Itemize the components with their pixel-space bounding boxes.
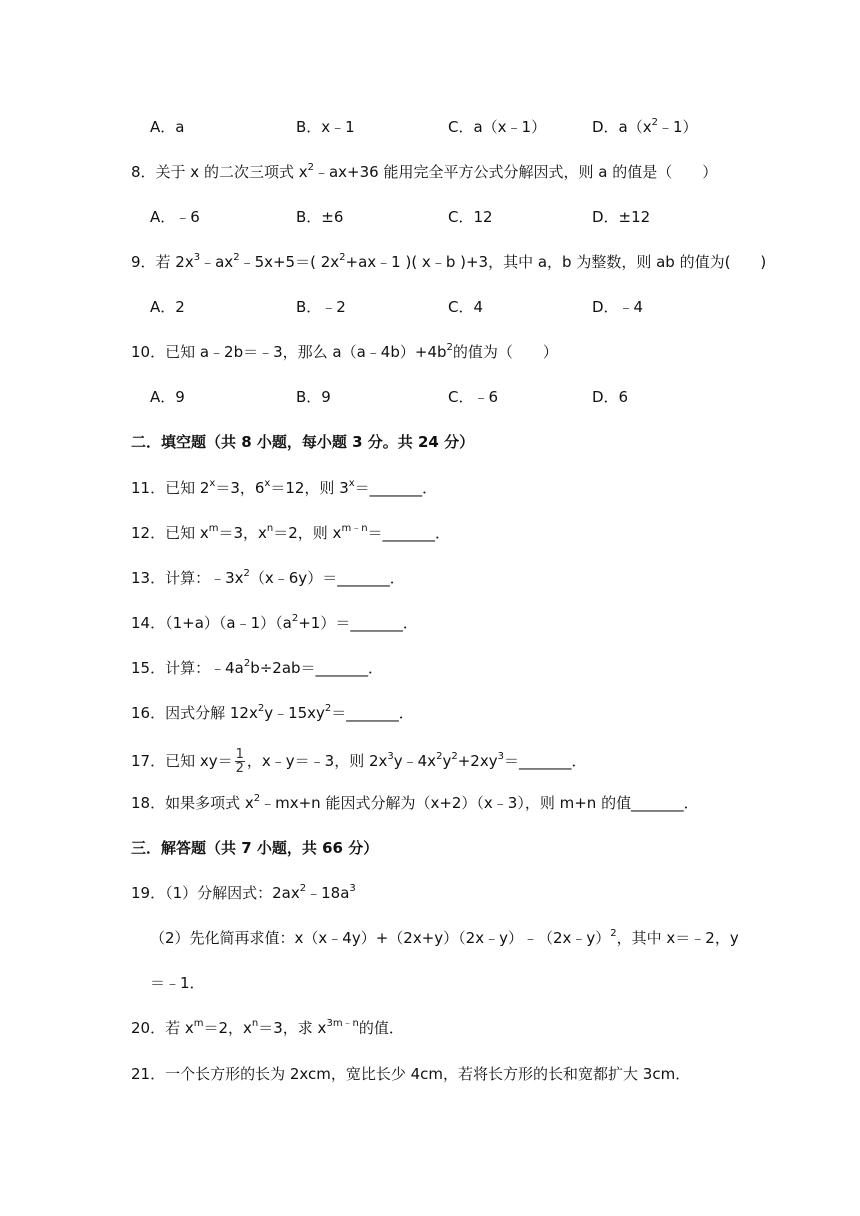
text: 17．已知 xy＝	[131, 752, 233, 770]
question-16	[131, 703, 414, 723]
text: 19．（1）分解因式：2ax	[131, 884, 300, 902]
exponent: 2	[324, 703, 332, 714]
exponent: 2	[253, 793, 261, 804]
text: +2xy	[457, 752, 498, 770]
exponent: 2	[243, 658, 251, 669]
text: +1）＝_______．	[298, 614, 418, 632]
q7-option-b: B．x﹣1	[296, 118, 355, 136]
q8-option-c: C．12	[448, 208, 493, 226]
text: ＝3，求 x	[258, 1019, 327, 1037]
text: ﹣18a	[306, 884, 350, 902]
q9-option-c: C．4	[448, 298, 484, 316]
fraction-one-half	[235, 748, 245, 775]
exponent: 2	[257, 703, 265, 714]
exponent: x	[348, 478, 355, 489]
question-14	[131, 613, 418, 633]
text: 12．已知 x	[131, 524, 209, 542]
denominator: 2	[235, 761, 244, 776]
q7-option-a: A．a	[150, 118, 185, 136]
text: 10．已知 a﹣2b＝﹣3，那么 a（a﹣4b）+4b	[131, 343, 447, 361]
text: ﹣5x+5＝( 2x	[239, 253, 340, 271]
exponent: 2	[651, 117, 658, 128]
text: ﹣ax+36 能用完全平方公式分解因式，则 a 的值是（ ）	[313, 163, 718, 181]
exponent: n	[266, 523, 274, 534]
text: 9．若 2x	[131, 253, 194, 271]
question-21: 21．一个长方形的长为 2xcm，宽比长少 4cm，若将长方形的长和宽都扩大 3cm．	[131, 1065, 691, 1083]
text: ﹣mx+n 能因式分解为（x+2）（x﹣3），则 m+n 的值_______．	[260, 794, 699, 812]
text: 15．计算：﹣4a	[131, 659, 244, 677]
exponent: m﹣n	[341, 523, 368, 534]
text: ，x﹣y＝﹣3，则 2x	[246, 752, 388, 770]
question-12	[131, 523, 450, 543]
question-15	[131, 658, 383, 678]
text: ＝_______．	[354, 479, 438, 497]
exponent: 2	[610, 928, 617, 939]
exponent: 2	[436, 751, 443, 762]
question-9	[131, 252, 766, 272]
text: ﹣1）	[658, 118, 698, 136]
text: （2）先化简再求值：x（x﹣4y）+（2x+y）（2x﹣y）﹣（2x﹣y）	[150, 929, 611, 947]
q7-option-c: C．a（x﹣1）	[448, 118, 547, 136]
text: ＝_______．	[367, 524, 451, 542]
question-19-part-1	[131, 883, 356, 903]
exponent: 2	[307, 162, 314, 173]
q8-option-d: D．±12	[592, 208, 651, 226]
text: 20．若 x	[131, 1019, 194, 1037]
q10-option-b: B．9	[296, 388, 331, 406]
text: y﹣4x	[393, 752, 437, 770]
text: D．a（x	[592, 118, 652, 136]
q9-option-b: B．﹣2	[296, 298, 346, 316]
exponent: m	[193, 1018, 204, 1029]
text: ＝2，x	[203, 1019, 252, 1037]
text: 11．已知 2	[131, 479, 210, 497]
question-13	[131, 568, 405, 588]
q8-option-b: B．±6	[296, 208, 344, 226]
exponent: 3	[193, 252, 201, 263]
text: ＝_______．	[503, 752, 587, 770]
exponent: x	[209, 478, 216, 489]
exponent: 2	[299, 883, 307, 894]
text: +ax﹣1 )( x﹣b )+3，其中 a，b 为整数，则 ab 的值为( )	[345, 253, 767, 271]
question-20	[131, 1018, 404, 1038]
text: 14．（1+a）（a﹣1）（a	[131, 614, 292, 632]
text: ﹣ax	[200, 253, 234, 271]
exponent: 2	[451, 751, 458, 762]
exponent: n	[251, 1018, 259, 1029]
exponent: x	[264, 478, 271, 489]
section-3-heading: 三．解答题（共 7 小题，共 66 分）	[131, 839, 379, 857]
text: 16．因式分解 12x	[131, 704, 258, 722]
text: ，其中 x＝﹣2，y	[616, 929, 739, 947]
q10-option-d: D．6	[592, 388, 629, 406]
q8-option-a: A．﹣6	[150, 208, 200, 226]
text: ＝3，x	[218, 524, 267, 542]
section-2-heading: 二．填空题（共 8 小题，每小题 3 分。共 24 分）	[131, 433, 475, 451]
q9-option-d: D．﹣4	[592, 298, 644, 316]
text: ＝2，则 x	[273, 524, 342, 542]
text: 的值为（ ）	[452, 343, 558, 361]
exponent: 2	[243, 568, 250, 579]
exponent: 2	[291, 613, 299, 624]
text: b÷2ab＝_______．	[250, 659, 384, 677]
question-10	[131, 342, 558, 362]
text: y﹣15xy	[264, 704, 325, 722]
q10-option-c: C．﹣6	[448, 388, 499, 406]
question-18	[131, 793, 699, 813]
text: 13．计算：﹣3x	[131, 569, 244, 587]
text: ＝_______．	[331, 704, 414, 722]
q9-option-a: A．2	[150, 298, 185, 316]
text: ＝3，6	[215, 479, 265, 497]
text: 18．如果多项式 x	[131, 794, 254, 812]
text: （x﹣6y）＝_______．	[249, 569, 405, 587]
exponent: 3	[387, 751, 394, 762]
question-17	[131, 748, 586, 775]
question-11	[131, 478, 437, 498]
text: ＝12，则 3	[270, 479, 349, 497]
question-19-part-2-continued: ＝﹣1．	[150, 974, 205, 992]
text: 8．关于 x 的二次三项式 x	[131, 163, 308, 181]
text: y	[442, 752, 452, 770]
question-8	[131, 162, 717, 182]
exponent: 2	[339, 252, 346, 263]
exponent: m	[208, 523, 219, 534]
exponent: 3	[497, 751, 504, 762]
exponent: 2	[233, 252, 240, 263]
numerator: 1	[235, 747, 244, 762]
question-19-part-2	[150, 928, 739, 948]
exponent: 3	[349, 883, 356, 894]
exponent: 2	[446, 342, 453, 353]
q10-option-a: A．9	[150, 388, 185, 406]
q7-option-d	[592, 117, 698, 137]
exponent: 3m﹣n	[326, 1018, 359, 1029]
text: 的值．	[358, 1019, 404, 1037]
